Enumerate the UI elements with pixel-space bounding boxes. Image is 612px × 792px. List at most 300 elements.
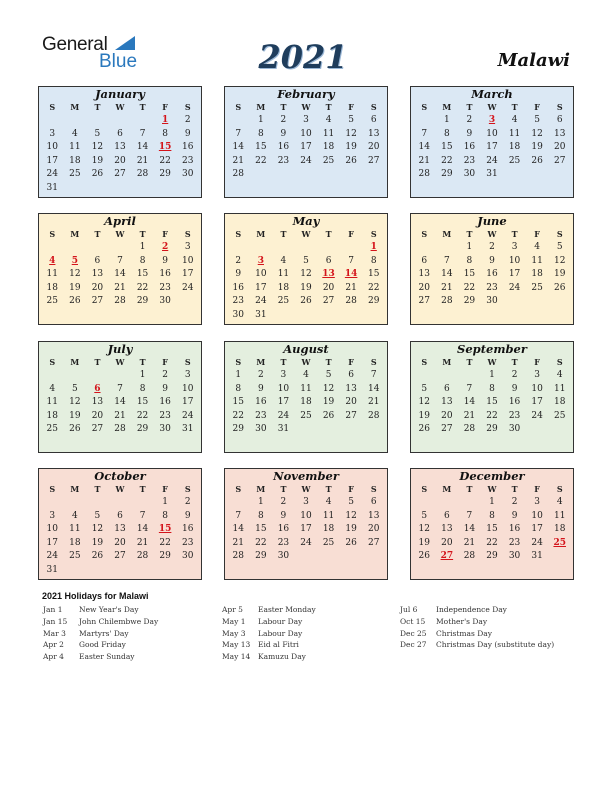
logo-triangle-icon bbox=[115, 36, 135, 50]
day-grid bbox=[411, 368, 573, 437]
day-cell: 28 bbox=[441, 296, 453, 307]
empty-cell bbox=[64, 496, 87, 510]
day-cell: 21 bbox=[114, 410, 126, 421]
day-cell: 20 bbox=[345, 397, 357, 408]
day-cell: 25 bbox=[553, 410, 566, 421]
day-cell: 14 bbox=[232, 524, 244, 535]
day-cell: 12 bbox=[69, 397, 81, 408]
day-cell: 17 bbox=[181, 397, 194, 408]
weekday-label: T bbox=[325, 484, 332, 494]
day-cell: 17 bbox=[508, 269, 521, 280]
day-cell: 4 bbox=[71, 128, 78, 139]
day-cell: 8 bbox=[466, 255, 473, 266]
day-cell: 11 bbox=[69, 524, 81, 535]
day-cell: 11 bbox=[508, 128, 521, 139]
day-cell: 17 bbox=[46, 537, 58, 548]
weekday-label: W bbox=[115, 357, 125, 367]
holiday-name: Eid al Fitri bbox=[258, 640, 299, 650]
day-cell: 9 bbox=[162, 383, 168, 394]
generalblue-logo bbox=[42, 34, 142, 74]
day-cell: 3 bbox=[534, 370, 540, 380]
day-cell: 1 bbox=[466, 242, 473, 252]
day-cell: 11 bbox=[553, 383, 566, 394]
day-cell: 5 bbox=[556, 242, 563, 252]
day-cell: 29 bbox=[159, 169, 171, 180]
empty-cell bbox=[86, 496, 109, 510]
holiday-row bbox=[400, 617, 554, 629]
day-cell: 10 bbox=[531, 510, 543, 521]
holiday-row bbox=[222, 629, 316, 641]
empty-cell bbox=[458, 496, 481, 510]
day-cell: 21 bbox=[232, 537, 244, 548]
weekday-label: W bbox=[487, 229, 497, 239]
day-cell: 23 bbox=[232, 296, 244, 307]
day-cell: 3 bbox=[303, 115, 309, 125]
day-cell: 20 bbox=[114, 155, 126, 166]
day-cell: 12 bbox=[553, 255, 566, 266]
weekday-header-row bbox=[225, 101, 387, 113]
holiday-row bbox=[43, 629, 158, 641]
day-cell: 26 bbox=[345, 155, 357, 166]
day-cell: 12 bbox=[531, 128, 543, 139]
day-cell: 3 bbox=[184, 242, 191, 252]
day-cell: 17 bbox=[181, 269, 194, 280]
day-cell: 30 bbox=[181, 169, 194, 180]
day-cell: 31 bbox=[46, 182, 58, 193]
day-cell: 6 bbox=[443, 383, 450, 394]
day-cell: 7 bbox=[235, 128, 242, 139]
month-name: March bbox=[471, 87, 513, 101]
day-cell: 28 bbox=[136, 551, 149, 562]
day-cell: 15 bbox=[136, 269, 149, 280]
holiday-day-cell: 5 bbox=[71, 255, 78, 266]
day-cell: 26 bbox=[322, 410, 335, 421]
weekday-label: F bbox=[162, 357, 168, 367]
day-cell: 28 bbox=[345, 296, 357, 307]
day-cell: 28 bbox=[418, 169, 430, 180]
weekday-label: S bbox=[49, 229, 56, 239]
day-cell: 15 bbox=[486, 524, 498, 535]
day-cell: 29 bbox=[159, 551, 171, 562]
day-cell: 9 bbox=[511, 383, 518, 394]
day-cell: 28 bbox=[114, 296, 126, 307]
day-cell: 9 bbox=[511, 510, 518, 521]
day-cell: 9 bbox=[184, 510, 191, 521]
day-cell: 3 bbox=[49, 510, 56, 521]
logo-text-general: General bbox=[42, 34, 108, 55]
day-grid bbox=[411, 240, 573, 309]
day-cell: 7 bbox=[466, 510, 473, 521]
day-cell: 1 bbox=[443, 115, 450, 125]
day-grid bbox=[39, 240, 201, 309]
day-cell: 28 bbox=[232, 551, 244, 562]
day-cell: 13 bbox=[367, 510, 380, 521]
weekday-label: W bbox=[115, 102, 125, 112]
weekday-header-row bbox=[225, 483, 387, 495]
holiday-name: Easter Sunday bbox=[79, 652, 135, 662]
weekday-label: F bbox=[348, 229, 354, 239]
day-cell: 12 bbox=[345, 510, 357, 521]
holiday-name: Mother's Day bbox=[436, 616, 488, 626]
day-cell: 30 bbox=[486, 296, 498, 307]
day-cell: 10 bbox=[531, 383, 543, 394]
day-cell: 9 bbox=[184, 128, 191, 139]
day-cell: 22 bbox=[255, 155, 267, 166]
empty-cell bbox=[41, 369, 64, 383]
empty-cell bbox=[86, 114, 109, 128]
day-cell: 2 bbox=[184, 115, 191, 125]
day-cell: 23 bbox=[277, 537, 290, 548]
day-cell: 18 bbox=[508, 142, 521, 153]
holiday-name: John Chilembwe Day bbox=[79, 616, 159, 626]
weekday-label: T bbox=[511, 484, 518, 494]
day-grid bbox=[39, 368, 201, 437]
day-cell: 18 bbox=[277, 282, 290, 293]
day-cell: 22 bbox=[136, 410, 149, 421]
day-cell: 10 bbox=[508, 255, 521, 266]
day-cell: 24 bbox=[531, 537, 543, 548]
day-cell: 9 bbox=[280, 510, 287, 521]
day-cell: 7 bbox=[466, 383, 473, 394]
weekday-label: T bbox=[94, 102, 101, 112]
day-cell: 5 bbox=[421, 510, 428, 521]
holiday-column bbox=[400, 605, 554, 652]
day-grid bbox=[411, 495, 573, 564]
day-cell: 24 bbox=[181, 282, 194, 293]
weekday-label: S bbox=[370, 102, 377, 112]
day-cell: 10 bbox=[46, 142, 58, 153]
day-cell: 31 bbox=[46, 564, 58, 575]
day-cell: 19 bbox=[418, 410, 430, 421]
day-cell: 10 bbox=[181, 255, 194, 266]
holiday-row bbox=[43, 617, 158, 629]
day-cell: 9 bbox=[489, 255, 495, 266]
day-grid bbox=[225, 240, 387, 323]
day-cell: 18 bbox=[553, 397, 566, 408]
day-cell: 17 bbox=[277, 397, 290, 408]
day-cell: 28 bbox=[136, 169, 149, 180]
day-cell: 5 bbox=[94, 510, 101, 521]
holiday-day-cell: 15 bbox=[158, 142, 172, 153]
month-march bbox=[410, 86, 574, 198]
day-cell: 4 bbox=[556, 370, 563, 380]
day-cell: 19 bbox=[531, 142, 543, 153]
day-cell: 13 bbox=[441, 524, 453, 535]
empty-cell bbox=[227, 114, 250, 128]
day-cell: 1 bbox=[257, 115, 264, 125]
day-cell: 12 bbox=[69, 269, 81, 280]
day-cell: 16 bbox=[159, 269, 171, 280]
day-cell: 24 bbox=[46, 551, 58, 562]
day-cell: 16 bbox=[159, 397, 171, 408]
day-cell: 23 bbox=[181, 155, 194, 166]
day-cell: 25 bbox=[508, 155, 521, 166]
holiday-date: Dec 25 bbox=[400, 628, 427, 638]
weekday-label: F bbox=[348, 484, 354, 494]
day-cell: 21 bbox=[463, 410, 476, 421]
day-cell: 21 bbox=[345, 282, 357, 293]
weekday-label: S bbox=[556, 484, 563, 494]
day-cell: 27 bbox=[114, 551, 126, 562]
weekday-label: F bbox=[162, 229, 168, 239]
day-cell: 29 bbox=[136, 296, 149, 307]
day-cell: 10 bbox=[486, 128, 498, 139]
weekday-label: M bbox=[256, 229, 266, 239]
holiday-row bbox=[222, 617, 316, 629]
weekday-label: M bbox=[256, 102, 266, 112]
day-cell: 10 bbox=[300, 128, 312, 139]
weekday-label: S bbox=[556, 357, 563, 367]
day-cell: 10 bbox=[255, 269, 267, 280]
day-cell: 20 bbox=[418, 282, 430, 293]
day-cell: 9 bbox=[280, 128, 287, 139]
weekday-label: M bbox=[256, 484, 266, 494]
month-name: January bbox=[95, 87, 145, 101]
month-february bbox=[224, 86, 388, 198]
weekday-label: W bbox=[115, 484, 125, 494]
day-cell: 19 bbox=[345, 142, 357, 153]
day-cell: 6 bbox=[443, 510, 450, 521]
day-cell: 29 bbox=[255, 551, 267, 562]
day-cell: 26 bbox=[91, 169, 104, 180]
day-cell: 20 bbox=[441, 537, 453, 548]
day-cell: 26 bbox=[418, 551, 430, 562]
day-cell: 25 bbox=[300, 410, 312, 421]
day-cell: 17 bbox=[486, 142, 498, 153]
day-cell: 8 bbox=[235, 383, 242, 394]
day-cell: 20 bbox=[91, 410, 104, 421]
day-cell: 13 bbox=[367, 128, 380, 139]
weekday-label: S bbox=[235, 229, 242, 239]
weekday-label: T bbox=[511, 229, 518, 239]
day-cell: 21 bbox=[114, 282, 126, 293]
day-cell: 27 bbox=[441, 424, 453, 435]
weekday-label: S bbox=[49, 357, 56, 367]
day-cell: 26 bbox=[91, 551, 104, 562]
weekday-label: T bbox=[511, 102, 518, 112]
day-cell: 21 bbox=[418, 155, 430, 166]
holiday-name: Good Friday bbox=[79, 640, 126, 650]
weekday-label: T bbox=[511, 357, 518, 367]
day-cell: 3 bbox=[534, 497, 540, 507]
holiday-date: Mar 3 bbox=[43, 628, 66, 638]
holiday-day-cell: 3 bbox=[257, 255, 264, 266]
day-cell: 28 bbox=[114, 424, 126, 435]
weekday-label: S bbox=[184, 229, 191, 239]
day-cell: 30 bbox=[277, 551, 290, 562]
weekday-label: T bbox=[139, 357, 146, 367]
day-cell: 1 bbox=[139, 242, 146, 252]
month-name: October bbox=[94, 469, 146, 483]
day-cell: 25 bbox=[46, 424, 58, 435]
day-cell: 25 bbox=[46, 296, 58, 307]
weekday-header-row bbox=[411, 483, 573, 495]
weekday-label: S bbox=[370, 357, 377, 367]
day-cell: 20 bbox=[553, 142, 566, 153]
day-cell: 26 bbox=[531, 155, 543, 166]
day-cell: 25 bbox=[322, 155, 335, 166]
day-cell: 29 bbox=[486, 551, 498, 562]
day-cell: 2 bbox=[280, 497, 287, 507]
day-cell: 4 bbox=[534, 242, 540, 252]
weekday-label: T bbox=[466, 102, 473, 112]
day-cell: 17 bbox=[531, 524, 543, 535]
day-cell: 11 bbox=[46, 397, 58, 408]
day-cell: 24 bbox=[181, 410, 194, 421]
day-cell: 30 bbox=[181, 551, 194, 562]
weekday-label: T bbox=[280, 357, 287, 367]
day-cell: 4 bbox=[49, 383, 56, 394]
weekday-label: W bbox=[301, 357, 311, 367]
month-january bbox=[38, 86, 202, 198]
day-cell: 18 bbox=[69, 155, 81, 166]
weekday-label: T bbox=[466, 229, 473, 239]
day-cell: 1 bbox=[489, 497, 495, 507]
weekday-label: M bbox=[70, 229, 80, 239]
day-cell: 2 bbox=[235, 255, 242, 266]
weekday-header-row bbox=[225, 356, 387, 368]
weekday-label: T bbox=[466, 484, 473, 494]
day-cell: 11 bbox=[322, 128, 335, 139]
day-cell: 23 bbox=[181, 537, 194, 548]
day-cell: 22 bbox=[367, 282, 380, 293]
day-cell: 17 bbox=[300, 142, 312, 153]
weekday-label: T bbox=[325, 229, 332, 239]
day-cell: 23 bbox=[159, 282, 171, 293]
day-cell: 14 bbox=[418, 142, 430, 153]
day-cell: 29 bbox=[486, 424, 498, 435]
day-cell: 24 bbox=[300, 537, 312, 548]
holiday-date: Apr 2 bbox=[43, 640, 64, 650]
weekday-label: T bbox=[94, 229, 101, 239]
day-cell: 5 bbox=[94, 128, 101, 139]
empty-cell bbox=[64, 114, 87, 128]
holiday-row bbox=[43, 640, 158, 652]
weekday-label: T bbox=[139, 484, 146, 494]
day-cell: 14 bbox=[232, 142, 244, 153]
day-cell: 26 bbox=[553, 282, 566, 293]
holiday-row bbox=[222, 605, 316, 617]
day-cell: 16 bbox=[181, 142, 194, 153]
month-name: February bbox=[277, 87, 335, 101]
weekday-label: S bbox=[235, 484, 242, 494]
weekday-label: S bbox=[370, 229, 377, 239]
day-cell: 30 bbox=[232, 309, 244, 320]
day-cell: 7 bbox=[139, 510, 146, 521]
weekday-label: M bbox=[70, 357, 80, 367]
holiday-date: Apr 5 bbox=[222, 605, 243, 614]
day-cell: 13 bbox=[114, 524, 126, 535]
day-cell: 16 bbox=[463, 142, 476, 153]
holiday-day-cell: 6 bbox=[94, 383, 101, 394]
weekday-label: T bbox=[280, 102, 287, 112]
day-cell: 21 bbox=[232, 155, 244, 166]
day-cell: 30 bbox=[463, 169, 476, 180]
holiday-date: May 14 bbox=[222, 652, 251, 662]
day-cell: 10 bbox=[300, 510, 312, 521]
month-name: November bbox=[273, 469, 339, 483]
day-cell: 22 bbox=[159, 537, 171, 548]
day-cell: 8 bbox=[139, 255, 146, 266]
day-cell: 23 bbox=[486, 282, 498, 293]
weekday-header-row bbox=[39, 101, 201, 113]
weekday-header-row bbox=[39, 356, 201, 368]
holiday-date: Apr 4 bbox=[43, 652, 64, 662]
day-cell: 1 bbox=[257, 497, 264, 507]
holiday-date: May 1 bbox=[222, 616, 246, 626]
day-cell: 9 bbox=[257, 383, 264, 394]
holiday-day-cell: 13 bbox=[322, 269, 335, 280]
weekday-label: S bbox=[49, 484, 56, 494]
day-cell: 13 bbox=[345, 383, 357, 394]
empty-cell bbox=[41, 496, 64, 510]
day-cell: 8 bbox=[162, 510, 168, 521]
month-december bbox=[410, 468, 574, 580]
empty-cell bbox=[131, 114, 154, 128]
weekday-label: M bbox=[442, 229, 452, 239]
day-cell: 17 bbox=[531, 397, 543, 408]
weekday-label: T bbox=[139, 102, 146, 112]
holiday-row bbox=[43, 605, 158, 617]
day-cell: 29 bbox=[441, 169, 453, 180]
day-cell: 29 bbox=[367, 296, 380, 307]
day-cell: 20 bbox=[322, 282, 335, 293]
day-cell: 27 bbox=[553, 155, 566, 166]
day-cell: 7 bbox=[348, 255, 354, 266]
day-cell: 27 bbox=[91, 296, 104, 307]
day-cell: 16 bbox=[508, 524, 521, 535]
day-cell: 15 bbox=[232, 397, 244, 408]
day-cell: 7 bbox=[443, 255, 450, 266]
empty-cell bbox=[413, 114, 436, 128]
empty-cell bbox=[41, 114, 64, 128]
day-cell: 30 bbox=[508, 551, 521, 562]
day-cell: 7 bbox=[117, 255, 123, 266]
day-cell: 22 bbox=[159, 155, 171, 166]
month-august bbox=[224, 341, 388, 453]
weekday-label: S bbox=[421, 357, 428, 367]
holiday-day-cell: 1 bbox=[370, 242, 377, 252]
day-cell: 4 bbox=[556, 497, 563, 507]
day-cell: 20 bbox=[91, 282, 104, 293]
day-cell: 22 bbox=[463, 282, 476, 293]
day-cell: 3 bbox=[184, 370, 191, 380]
day-cell: 12 bbox=[322, 383, 335, 394]
day-cell: 31 bbox=[255, 309, 267, 320]
day-cell: 12 bbox=[418, 397, 430, 408]
day-grid bbox=[39, 495, 201, 578]
empty-cell bbox=[272, 241, 295, 255]
day-cell: 19 bbox=[69, 410, 81, 421]
weekday-label: W bbox=[301, 484, 311, 494]
day-cell: 12 bbox=[91, 524, 104, 535]
day-cell: 1 bbox=[139, 370, 146, 380]
day-cell: 12 bbox=[91, 142, 104, 153]
day-cell: 16 bbox=[277, 524, 290, 535]
day-cell: 23 bbox=[159, 410, 171, 421]
empty-cell bbox=[458, 369, 481, 383]
calendar-year-title: 2021 bbox=[258, 38, 348, 76]
day-cell: 25 bbox=[69, 169, 81, 180]
day-grid bbox=[39, 113, 201, 196]
day-cell: 15 bbox=[255, 524, 267, 535]
day-cell: 1 bbox=[162, 497, 168, 507]
day-cell: 9 bbox=[235, 269, 242, 280]
month-name: August bbox=[283, 342, 329, 356]
day-cell: 1 bbox=[489, 370, 495, 380]
day-cell: 16 bbox=[255, 397, 267, 408]
day-cell: 20 bbox=[114, 537, 126, 548]
